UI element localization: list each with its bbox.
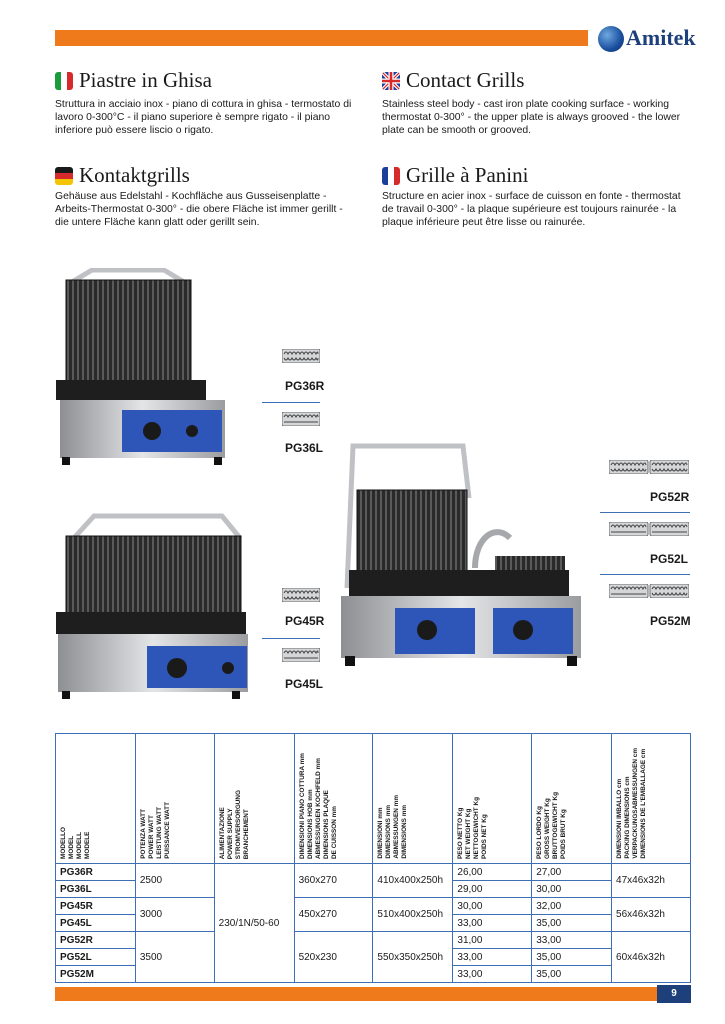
label-pg45r: PG45R (285, 614, 325, 628)
cell-gross-weight: 32,00 (532, 898, 612, 915)
uk-flag-icon (382, 72, 400, 90)
heading-en (382, 68, 524, 93)
header-text: PACKING DIMENSIONS cm (624, 776, 632, 859)
bottom-accent-bar (55, 987, 685, 1001)
page-number: 9 (657, 985, 691, 1003)
table-row (56, 864, 691, 881)
header-text: VERPACKUNGSABMESSUNGEN cm (632, 748, 640, 859)
header-text: ABMESSUNGEN mm (393, 795, 401, 859)
heading-it (55, 68, 212, 93)
header-text: MODEL (68, 835, 75, 859)
cell-model: PG36L (56, 881, 136, 898)
double-grooved-smooth-plates-icon (609, 522, 689, 536)
cell-model: PG52R (56, 932, 136, 949)
heading-en-title: Contact Grills (406, 68, 525, 92)
label-pg45l: PG45L (285, 677, 324, 691)
header-text: BRANCHEMENT (242, 808, 250, 859)
cell-packing: 60x46x32h (612, 932, 691, 983)
label-pg52r: PG52R (650, 490, 690, 504)
header-gross-weight (532, 734, 612, 864)
grooved-plates-icon (282, 349, 320, 363)
grooved-smooth-plates-icon (282, 412, 320, 426)
cell-model: PG45R (56, 898, 136, 915)
grill-pg36-image (52, 268, 232, 468)
header-text: PESO LORDO Kg (536, 806, 544, 859)
cell-net-weight: 26,00 (453, 864, 532, 881)
header-text: MODELL (76, 832, 83, 859)
header-text: DIMENSIONS mm (401, 805, 409, 859)
heading-fr-title: Grille à Panini (406, 163, 529, 187)
cell-gross-weight: 33,00 (532, 932, 612, 949)
cell-net-weight: 33,00 (453, 966, 532, 983)
table-header-row (56, 734, 691, 864)
label-pg52m: PG52M (650, 614, 691, 628)
table-row (56, 932, 691, 949)
table-row (56, 898, 691, 915)
header-text: PUISSANCE WATT (163, 802, 171, 859)
header-text: MODELE (84, 831, 91, 859)
grooved-plates-icon (282, 588, 320, 602)
desc-de: Gehäuse aus Edelstahl - Kochfläche aus Gusseisenplatte - Arbeits-Thermostat 0-300° - die obere Fläche ist immer gerillt - die untere Fläche kann glatt oder gerillt sein. (55, 191, 343, 228)
top-accent-bar (55, 30, 588, 46)
globe-icon (598, 26, 624, 52)
header-text: LEISTUNG WATT (155, 807, 163, 859)
cell-power: 3500 (135, 932, 214, 983)
france-flag-icon (382, 167, 400, 185)
cell-model: PG52L (56, 949, 136, 966)
cell-hob: 520x230 (294, 932, 373, 983)
cell-gross-weight: 35,00 (532, 966, 612, 983)
header-text: DIMENSIONS DE L'EMBALLAGE cm (640, 749, 648, 859)
cell-dimensions: 410x400x250h (373, 864, 453, 898)
header-hob-dimensions (294, 734, 373, 864)
heading-fr (382, 163, 528, 188)
label-pg36l: PG36L (285, 441, 324, 455)
header-power-supply (214, 734, 294, 864)
cell-gross-weight: 35,00 (532, 915, 612, 932)
cell-packing: 56x46x32h (612, 898, 691, 932)
desc-en: Stainless steel body - cast iron plate cooking surface - working thermostat 0-300° - the upper plate is always grooved - the lower plate can be smooth or grooved. (382, 99, 681, 136)
divider-rule (600, 512, 690, 513)
brand-logo (598, 24, 718, 52)
header-text: MODELLO (60, 827, 67, 859)
heading-de (55, 163, 190, 188)
cell-model: PG45L (56, 915, 136, 932)
label-pg52l: PG52L (650, 552, 689, 566)
germany-flag-icon (55, 167, 73, 185)
divider-rule (262, 402, 320, 403)
cell-power: 3000 (135, 898, 214, 932)
header-text: DIMENSIONS PLAQUE (322, 790, 330, 859)
grill-pg52-image (335, 438, 595, 678)
heading-de-title: Kontaktgrills (79, 163, 190, 187)
spec-table (55, 733, 691, 983)
header-text: GROSS WEIGHT Kg (544, 798, 552, 859)
cell-hob: 450x270 (294, 898, 373, 932)
header-text: DIMENSIONI IMBALLO cm (616, 779, 624, 859)
header-text: STROMVERSORGUNG (234, 789, 242, 859)
desc-it: Struttura in acciaio inox - piano di cottura in ghisa - termostato di lavoro 0-300°C - il piano superiore è sempre rigato - il piano inferiore può essere liscio o rigato. (55, 99, 352, 136)
cell-gross-weight: 30,00 (532, 881, 612, 898)
header-text: DIMENSIONS HOB mm (306, 789, 314, 859)
header-text: POWER SUPPLY (226, 808, 234, 859)
header-text: ABMESSUNGEN KOCHFELD mm (314, 758, 322, 859)
grill-pg45-image (52, 508, 252, 708)
cell-net-weight: 30,00 (453, 898, 532, 915)
italy-flag-icon (55, 72, 73, 90)
header-dimensions (373, 734, 453, 864)
header-text: DIMENSIONI PIANO COTTURA mm (298, 753, 306, 859)
header-model (56, 734, 136, 864)
header-text: PESO NETTO Kg (457, 807, 465, 859)
cell-net-weight: 31,00 (453, 932, 532, 949)
cell-gross-weight: 27,00 (532, 864, 612, 881)
grooved-smooth-plates-icon (282, 648, 320, 662)
cell-dimensions: 510x400x250h (373, 898, 453, 932)
header-text: POIDS NET Kg (481, 814, 489, 859)
header-text: POWER WATT (147, 815, 155, 859)
header-power (135, 734, 214, 864)
cell-dimensions: 550x350x250h (373, 932, 453, 983)
header-packing-dimensions (612, 734, 691, 864)
header-text: ALIMENTAZIONE (218, 806, 226, 859)
header-text: DIMENSIONI mm (377, 807, 385, 859)
header-net-weight (453, 734, 532, 864)
cell-packing: 47x46x32h (612, 864, 691, 898)
divider-rule (262, 638, 320, 639)
cell-gross-weight: 35,00 (532, 949, 612, 966)
cell-net-weight: 33,00 (453, 915, 532, 932)
cell-model: PG52M (56, 966, 136, 983)
header-text: DIMENSIONS mm (385, 805, 393, 859)
header-text: DE CUISSON mm (330, 806, 338, 859)
double-mixed-plates-icon (609, 584, 689, 598)
cell-hob: 360x270 (294, 864, 373, 898)
header-text: POIDS BRUT Kg (560, 809, 568, 859)
cell-model: PG36R (56, 864, 136, 881)
desc-fr: Structure en acier inox - surface de cuisson en fonte - thermostat de travail 0-300° - la plaque supérieure est toujours rainurée - la plaque inférieure peut être lisse ou rainurée. (382, 191, 681, 228)
cell-power-supply: 230/1N/50-60 (214, 864, 294, 983)
brand-name: Amitek (626, 25, 696, 50)
cell-net-weight: 29,00 (453, 881, 532, 898)
header-text: NET WEIGHT Kg (465, 808, 473, 859)
divider-rule (600, 574, 690, 575)
cell-power: 2500 (135, 864, 214, 898)
header-text: BRUTTOGEWICHT Kg (552, 792, 560, 859)
double-grooved-plates-icon (609, 460, 689, 474)
label-pg36r: PG36R (285, 379, 325, 393)
header-text: NETTOGEWICHT Kg (473, 796, 481, 859)
cell-net-weight: 33,00 (453, 949, 532, 966)
header-text: POTENZA WATT (139, 809, 147, 859)
heading-it-title: Piastre in Ghisa (79, 68, 212, 92)
